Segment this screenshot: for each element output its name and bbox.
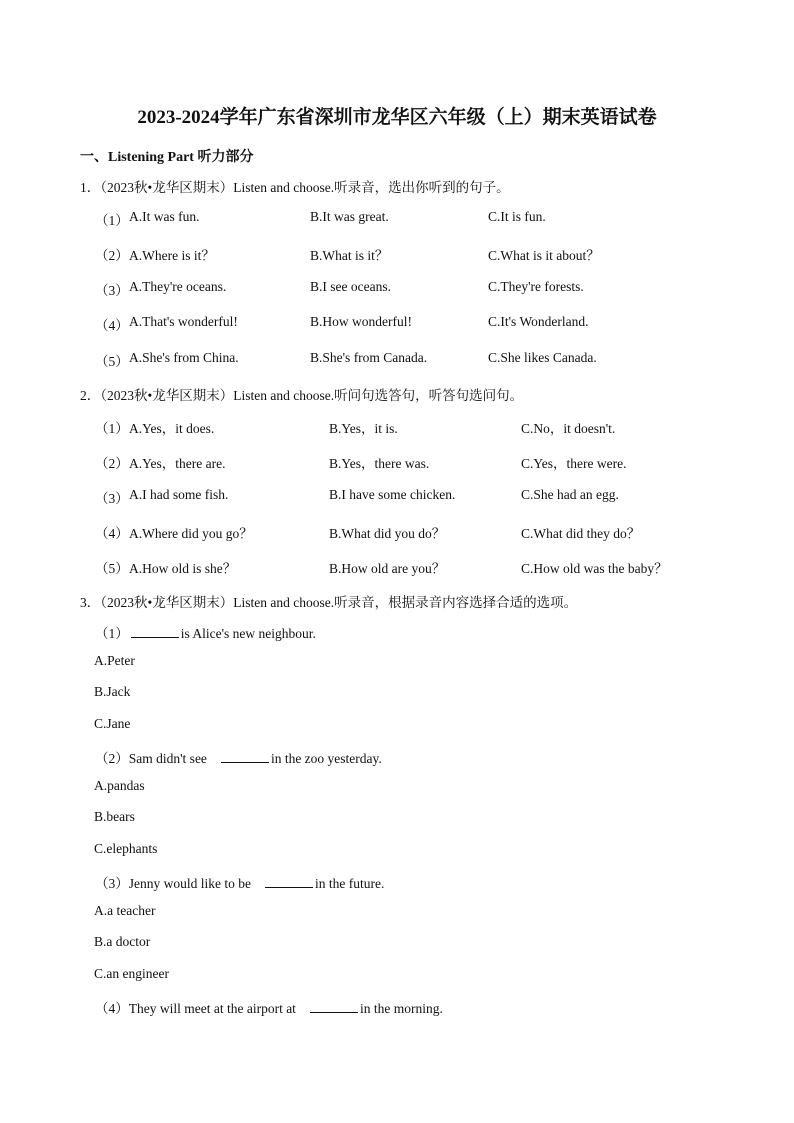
answer-blank [131, 625, 179, 638]
q1-option-b: B.I see oceans. [310, 279, 391, 294]
q3-part-1-option-b: B.Jack [94, 684, 131, 699]
q1-item-num: （5） [95, 354, 129, 369]
q2-option-a: A.I had some fish. [129, 487, 229, 502]
q3-part-2 [95, 747, 382, 767]
question-2-stem: 2．（2023秋•龙华区期末）Listen and choose.听问句选答句，听答句选问句。 [80, 388, 524, 403]
q1-option-c: C.It is fun. [488, 209, 546, 224]
q3-part-2-text-before: （2）Sam didn't see [95, 751, 207, 766]
q3-part-1-text: is Alice's new neighbour. [180, 626, 316, 641]
q2-option-c: C.No，it doesn't. [521, 421, 616, 436]
q3-part-2-option-c: C.elephants [94, 841, 158, 856]
q3-part-2-option-a: A.pandas [94, 778, 145, 793]
q1-option-c: C.They're forests. [488, 279, 584, 294]
q2-item-num: （3） [95, 491, 129, 506]
q3-part-3-text-before: （3）Jenny would like to be [95, 876, 251, 891]
q3-part-3-option-a: A.a teacher [94, 903, 156, 918]
q2-option-c: C.Yes，there were. [521, 456, 627, 471]
q2-option-c: C.How old was the baby？ [521, 561, 668, 576]
q2-item-num: （5） [95, 561, 129, 576]
q2-option-c: C.What did they do？ [521, 526, 641, 541]
q1-option-a: A.It was fun. [129, 209, 200, 224]
q2-option-b: B.Yes，it is. [329, 421, 398, 436]
page-title: 2023-2024学年广东省深圳市龙华区六年级（上）期末英语试卷 [137, 107, 657, 128]
q1-option-c: C.What is it about？ [488, 248, 600, 263]
q3-part-3 [95, 872, 384, 892]
q3-part-1 [95, 622, 316, 642]
q3-part-3-option-b: B.a doctor [94, 934, 151, 949]
q2-item-num: （1） [95, 421, 129, 436]
q1-option-b: B.She's from Canada. [310, 350, 428, 365]
q1-option-a: A.They're oceans. [129, 279, 227, 294]
q3-part-2-text-after: in the zoo yesterday. [270, 751, 382, 766]
q2-option-b: B.Yes，there was. [329, 456, 430, 471]
q2-option-a: A.Yes，it does. [129, 421, 215, 436]
q3-part-4-text-after: in the morning. [359, 1001, 443, 1016]
q1-option-a: A.She's from China. [129, 350, 239, 365]
q2-item-num: （2） [95, 456, 129, 471]
q1-option-c: C.She likes Canada. [488, 350, 597, 365]
q1-item-num: （3） [95, 283, 129, 298]
q2-option-a: A.Yes，there are. [129, 456, 226, 471]
q3-part-3-option-c: C.an engineer [94, 966, 169, 981]
question-1-stem: 1．（2023秋•龙华区期末）Listen and choose.听录音，选出你听到的句子。 [80, 180, 510, 195]
q2-option-c: C.She had an egg. [521, 487, 619, 502]
answer-blank [265, 875, 313, 888]
section-heading: 一、Listening Part 听力部分 [80, 150, 254, 165]
q3-part-1-option-a: A.Peter [94, 653, 135, 668]
q3-part-3-text-after: in the future. [314, 876, 385, 891]
answer-blank [221, 750, 269, 763]
q1-option-b: B.How wonderful! [310, 314, 412, 329]
q1-option-c: C.It's Wonderland. [488, 314, 589, 329]
q3-part-4-text-before: （4）They will meet at the airport at [95, 1001, 296, 1016]
q3-part-1-num: （1） [95, 626, 129, 641]
q1-option-a: A.That's wonderful! [129, 314, 238, 329]
q3-part-1-option-c: C.Jane [94, 716, 131, 731]
q2-option-b: B.I have some chicken. [329, 487, 456, 502]
q3-part-4 [95, 997, 443, 1017]
q2-option-a: A.Where did you go？ [129, 526, 253, 541]
q1-option-b: B.It was great. [310, 209, 389, 224]
q2-option-a: A.How old is she？ [129, 561, 237, 576]
q3-part-2-option-b: B.bears [94, 809, 135, 824]
q1-item-num: （1） [95, 213, 129, 228]
q2-item-num: （4） [95, 526, 129, 541]
q2-option-b: B.How old are you？ [329, 561, 446, 576]
q1-item-num: （2） [95, 248, 129, 263]
q1-item-num: （4） [95, 318, 129, 333]
q1-option-a: A.Where is it？ [129, 248, 215, 263]
answer-blank [310, 1000, 358, 1013]
question-3-stem: 3．（2023秋•龙华区期末）Listen and choose.听录音，根据录音内容选择合适的选项。 [80, 595, 578, 610]
q1-option-b: B.What is it？ [310, 248, 389, 263]
q2-option-b: B.What did you do？ [329, 526, 446, 541]
